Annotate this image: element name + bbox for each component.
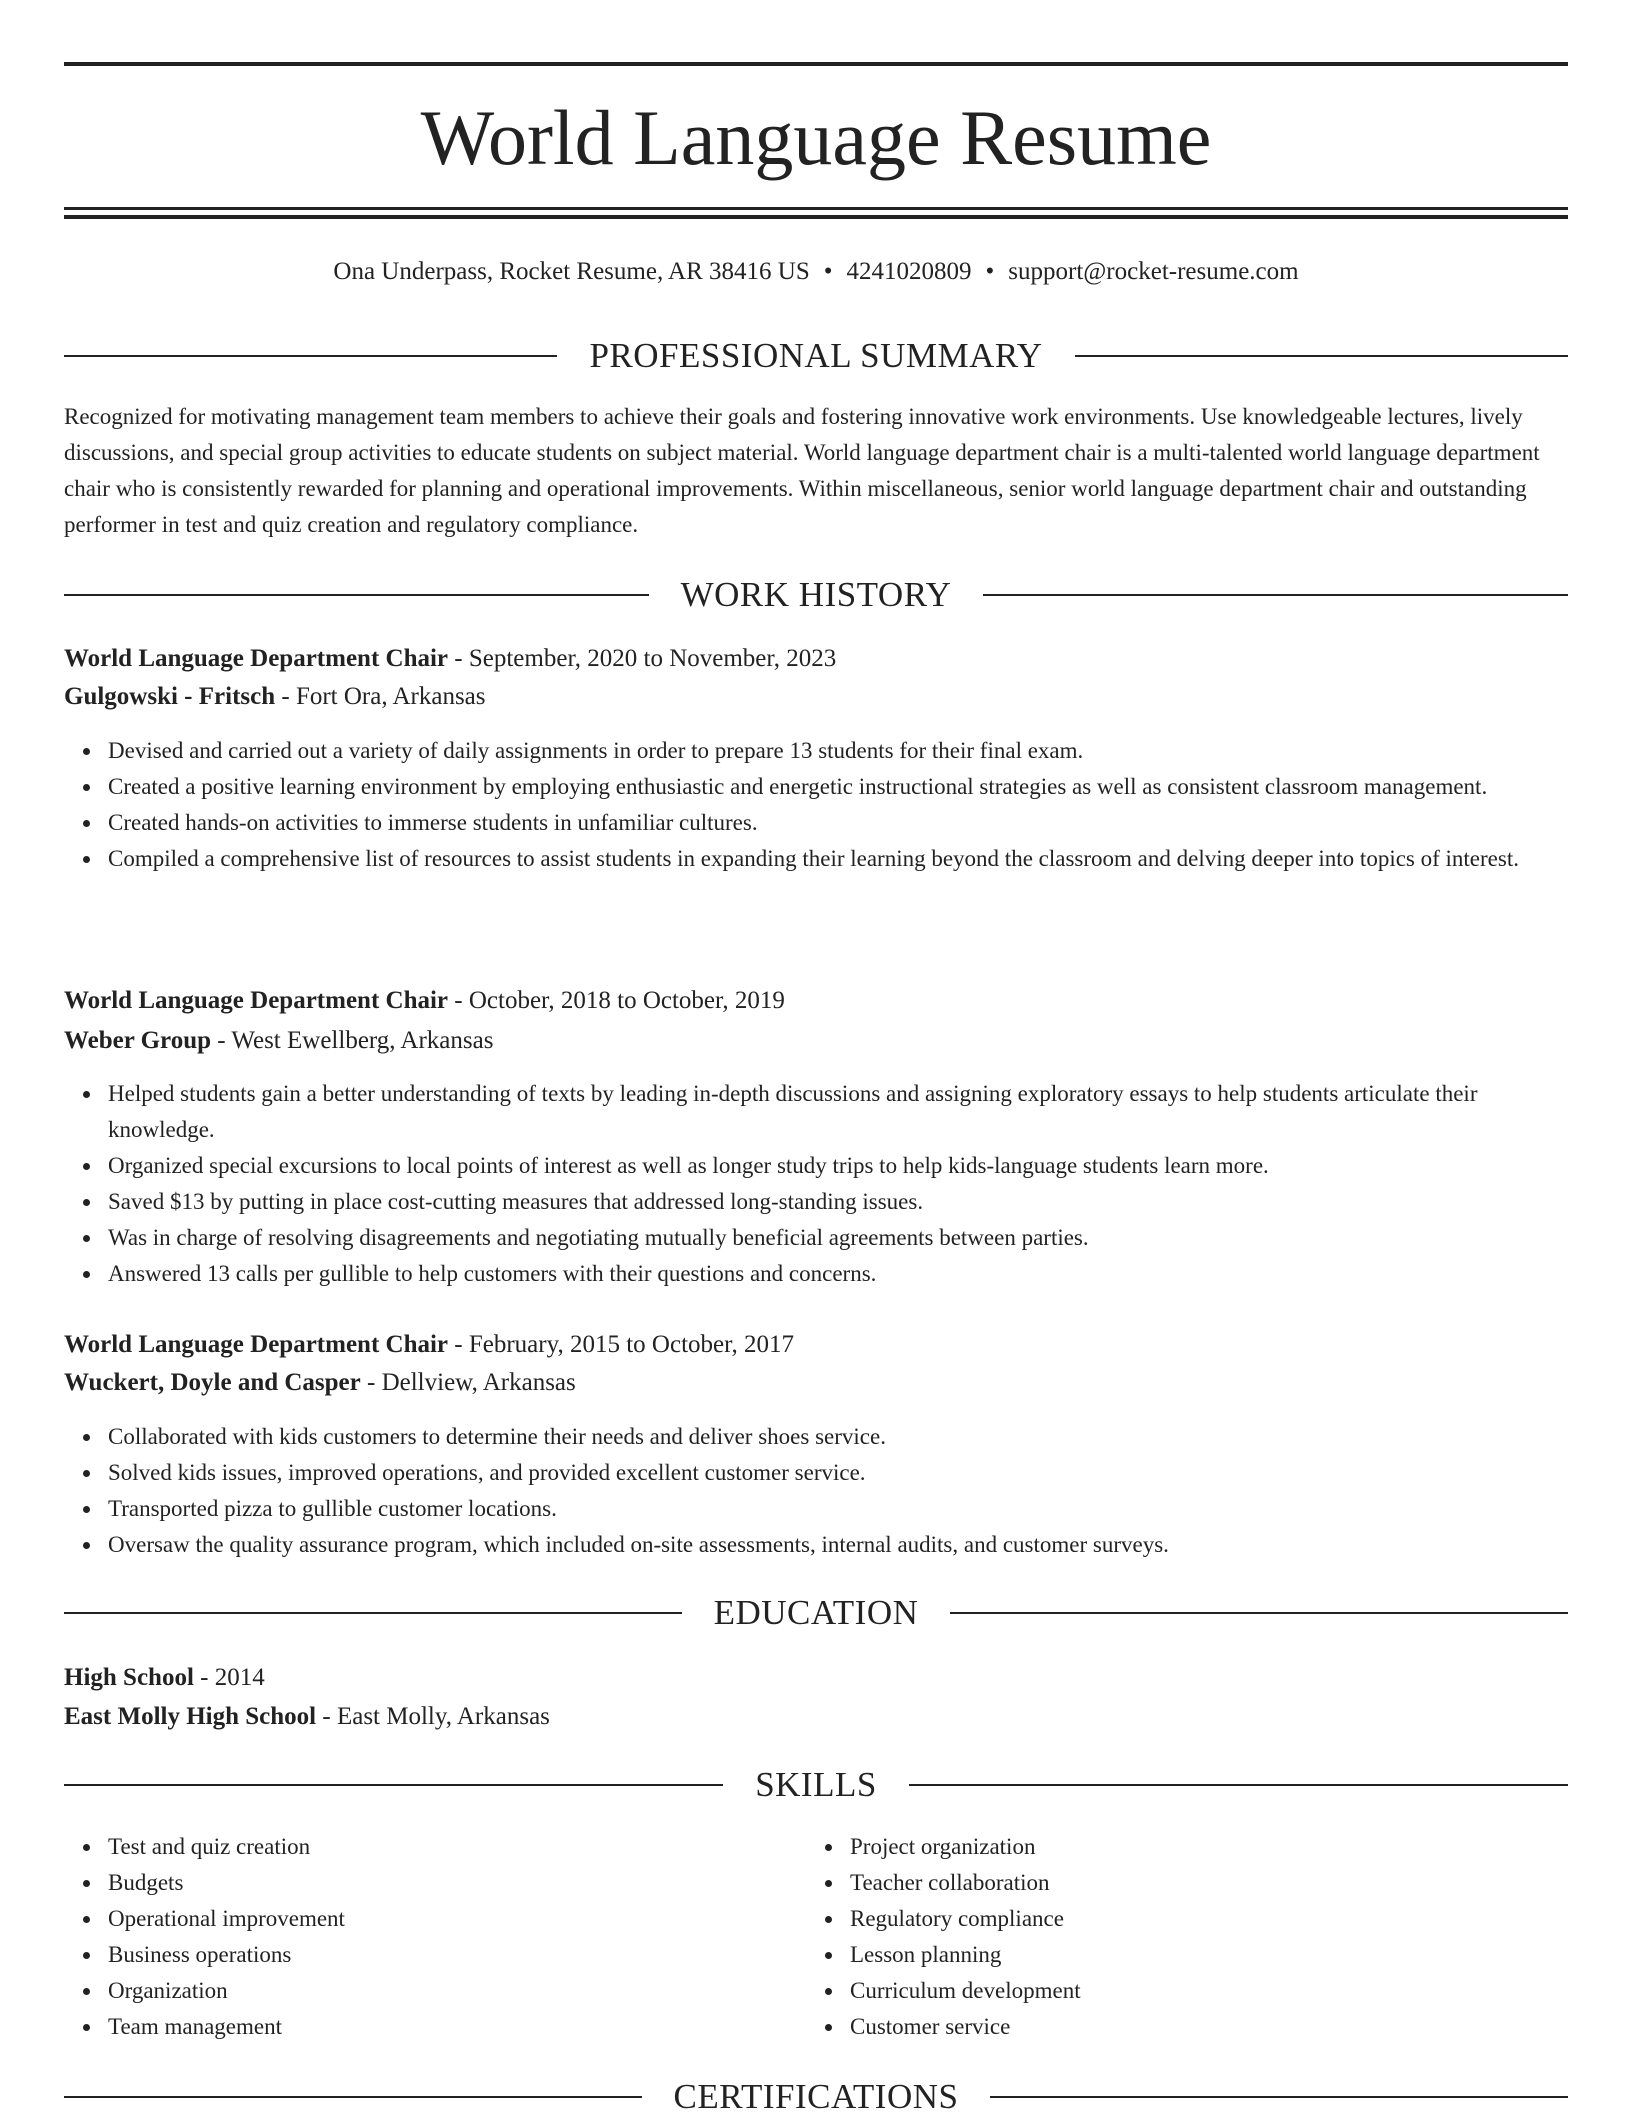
job-title: World Language Department Chair	[64, 645, 449, 672]
contact-separator: •	[985, 258, 995, 285]
heading-rule-left	[64, 1784, 723, 1786]
skill-item: Operational improvement	[108, 1901, 1568, 1937]
job-company: Weber Group	[64, 1027, 212, 1054]
resume-title: World Language Resume	[420, 94, 1212, 181]
education-location: - East Molly, Arkansas	[316, 1703, 550, 1730]
contact-address: Ona Underpass, Rocket Resume, AR 38416 US	[333, 258, 810, 285]
heading-rule-left	[64, 2096, 642, 2098]
list-item: Devised and carried out a variety of daily assignments in order to prepare 13 students for their final exam.	[108, 733, 1568, 769]
job-title-line	[64, 982, 1568, 1020]
skill-item: Business operations	[108, 1937, 1568, 1973]
list-item: Saved $13 by putting in place cost-cutting measures that addressed long-standing issues.	[108, 1184, 1568, 1220]
job-company: Wuckert, Doyle and Casper	[64, 1369, 361, 1396]
section-title: WORK HISTORY	[680, 575, 952, 614]
job-bullets	[64, 1419, 1568, 1563]
job-location: - Fort Ora, Arkansas	[275, 683, 486, 710]
job-company-line	[64, 1364, 1568, 1402]
section-title: EDUCATION	[713, 1593, 919, 1632]
job-bullets	[64, 733, 1568, 877]
job-dates: - February, 2015 to October, 2017	[448, 1331, 794, 1358]
job-company-line	[64, 1022, 1568, 1060]
education-year: - 2014	[193, 1664, 265, 1691]
education-degree-line	[64, 1659, 1568, 1697]
list-item: Compiled a comprehensive list of resources to assist students in expanding their learning beyond the classroom and delving deeper into topics of interest.	[108, 841, 1568, 877]
job-title-line	[64, 1326, 1568, 1364]
education-degree: High School	[64, 1664, 194, 1691]
summary-paragraph: Recognized for motivating management team members to achieve their goals and fostering innovative work environments. Use knowledgeable lectures, lively discussions, and special group activities to educate students on subject material. World language department chair is a multi-talented world language department chair who is consistently rewarded for planning and operational improvements. Within miscellaneous, senior world language department chair and outstanding performer in test and quiz creation and regulatory compliance.	[64, 404, 1540, 537]
heading-rule-right	[1075, 355, 1568, 357]
list-item: Created a positive learning environment by employing enthusiastic and energetic instructional strategies as well as consistent classroom management.	[108, 769, 1568, 805]
title-rule-upper	[64, 207, 1568, 210]
heading-rule-right	[983, 594, 1568, 596]
job-dates: - September, 2020 to November, 2023	[448, 645, 837, 672]
heading-rule-right	[990, 2096, 1568, 2098]
education-school-line	[64, 1698, 1568, 1736]
list-item: Helped students gain a better understanding of texts by leading in-depth discussions and assigning exploratory essays to help students articulate their knowledge.	[108, 1076, 1568, 1148]
job-title: World Language Department Chair	[64, 1331, 449, 1358]
skill-item: Project organization	[850, 1829, 1632, 1865]
top-rule	[64, 62, 1568, 66]
section-heading-certifications	[64, 2075, 1568, 2119]
section-heading-summary	[64, 334, 1568, 378]
section-title: CERTIFICATIONS	[673, 2077, 959, 2116]
job-bullets	[64, 1076, 1568, 1292]
skill-item: Curriculum development	[850, 1973, 1632, 2009]
section-title: PROFESSIONAL SUMMARY	[589, 336, 1043, 375]
skill-item: Teacher collaboration	[850, 1865, 1632, 1901]
title-rule-lower	[64, 215, 1568, 219]
skills-list-right	[806, 1829, 1632, 2045]
skill-item: Test and quiz creation	[108, 1829, 1568, 1865]
contact-email: support@rocket-resume.com	[1008, 258, 1299, 285]
skill-item: Regulatory compliance	[850, 1901, 1632, 1937]
education-school: East Molly High School	[64, 1703, 317, 1730]
list-item: Solved kids issues, improved operations, and provided excellent customer service.	[108, 1455, 1568, 1491]
skill-item: Lesson planning	[850, 1937, 1632, 1973]
heading-rule-right	[909, 1784, 1568, 1786]
job-location: - West Ewellberg, Arkansas	[211, 1027, 494, 1054]
list-item: Answered 13 calls per gullible to help customers with their questions and concerns.	[108, 1256, 1568, 1292]
section-heading-work	[64, 573, 1568, 617]
contact-phone: 4241020809	[846, 258, 972, 285]
list-item: Organized special excursions to local points of interest as well as longer study trips to help kids-language students learn more.	[108, 1148, 1568, 1184]
contact-separator: •	[823, 258, 833, 285]
skill-item: Budgets	[108, 1865, 1568, 1901]
contact-line	[64, 254, 1568, 290]
job-dates: - October, 2018 to October, 2019	[448, 987, 785, 1014]
job-company: Gulgowski - Fritsch	[64, 683, 276, 710]
heading-rule-left	[64, 355, 557, 357]
heading-rule-left	[64, 1612, 682, 1614]
list-item: Oversaw the quality assurance program, which included on-site assessments, internal audits, and customer surveys.	[108, 1527, 1568, 1563]
job-location: - Dellview, Arkansas	[360, 1369, 576, 1396]
job-company-line	[64, 678, 1568, 716]
list-item: Created hands-on activities to immerse students in unfamiliar cultures.	[108, 805, 1568, 841]
heading-rule-right	[950, 1612, 1568, 1614]
job-title-line	[64, 640, 1568, 678]
list-item: Transported pizza to gullible customer locations.	[108, 1491, 1568, 1527]
skill-item: Team management	[108, 2009, 1568, 2045]
list-item: Was in charge of resolving disagreements and negotiating mutually beneficial agreements between parties.	[108, 1220, 1568, 1256]
section-title: SKILLS	[755, 1765, 877, 1804]
list-item: Collaborated with kids customers to determine their needs and deliver shoes service.	[108, 1419, 1568, 1455]
job-title: World Language Department Chair	[64, 987, 449, 1014]
skill-item: Organization	[108, 1973, 1568, 2009]
heading-rule-left	[64, 594, 649, 596]
section-heading-education	[64, 1591, 1568, 1635]
skill-item: Customer service	[850, 2009, 1632, 2045]
section-heading-skills	[64, 1763, 1568, 1807]
